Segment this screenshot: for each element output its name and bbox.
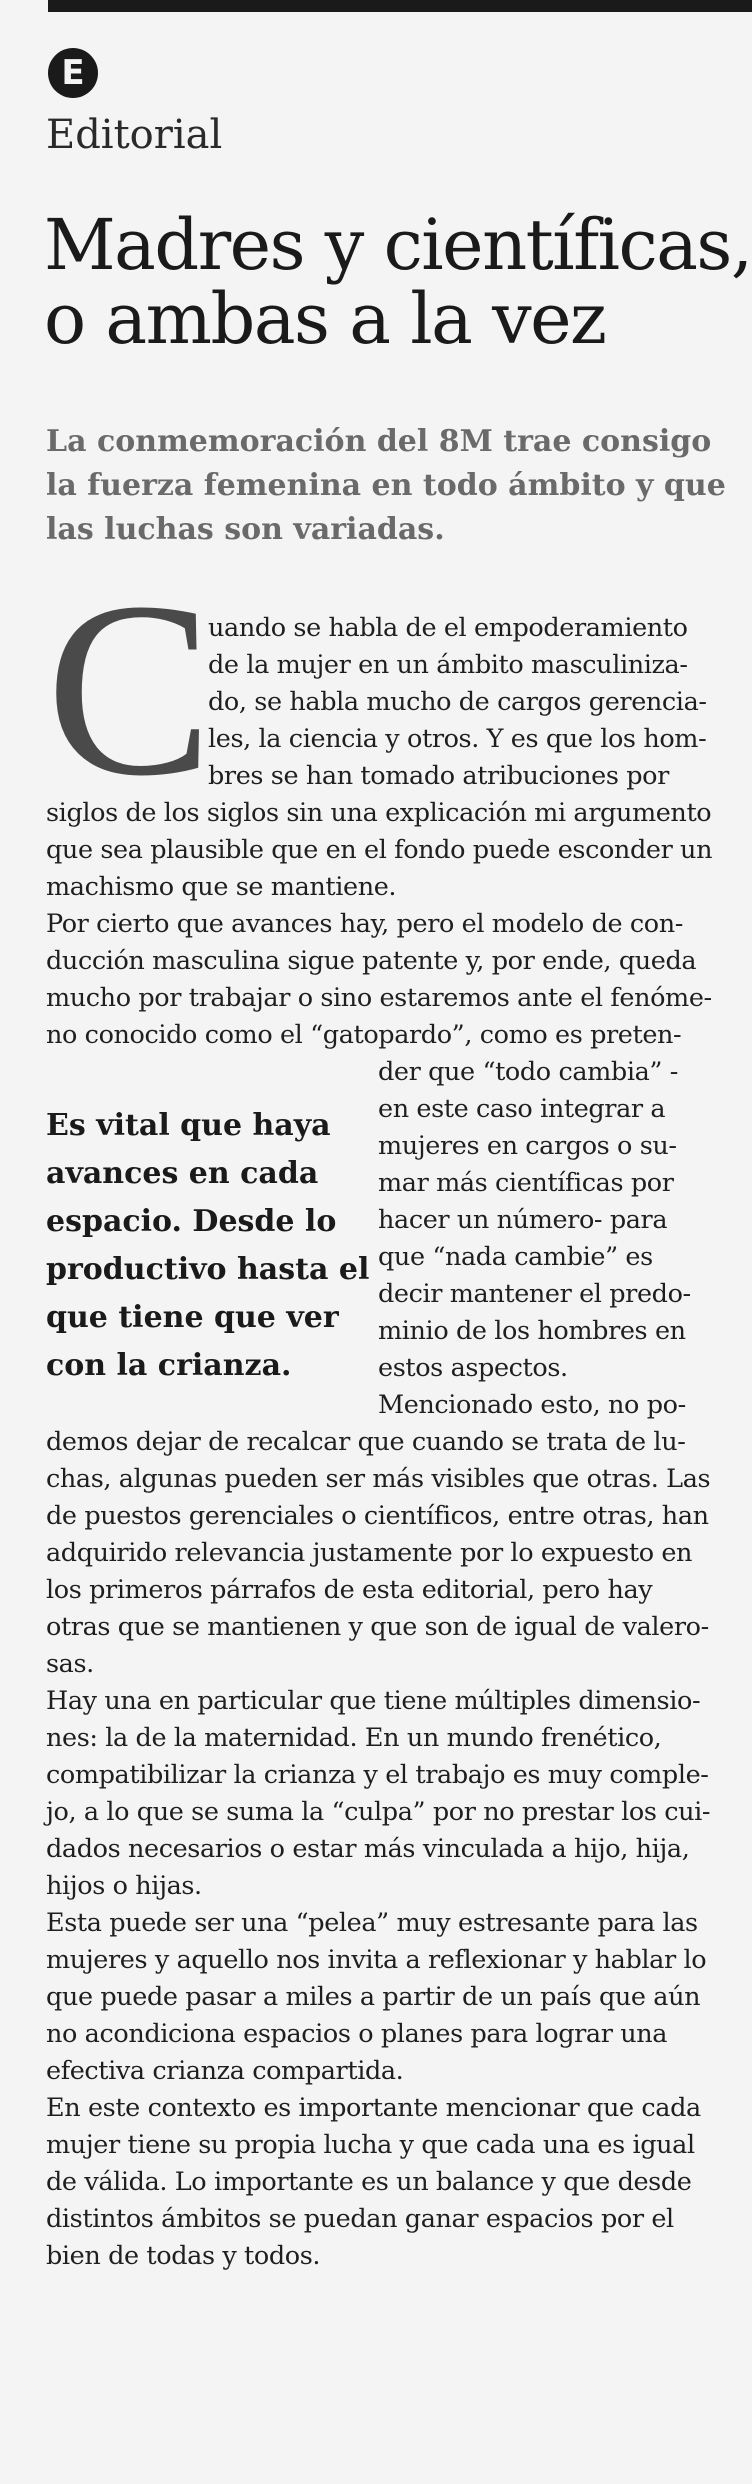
body-line: no acondiciona espacios o planes para lograr una bbox=[46, 2019, 668, 2049]
section-label: Editorial bbox=[46, 112, 223, 158]
body-line: de válida. Lo importante es un balance y que desde bbox=[46, 2167, 692, 2197]
body-line: jo, a lo que se suma la “culpa” por no prestar los cui- bbox=[46, 1797, 711, 1827]
body-line: efectiva crianza compartida. bbox=[46, 2056, 404, 2086]
paragraph-6 bbox=[46, 2090, 740, 2275]
body-line: no conocido como el “gatopardo”, como es preten- bbox=[46, 1020, 682, 1050]
body-line: mujeres en cargos o su- bbox=[378, 1131, 677, 1161]
paragraph-2-column bbox=[378, 1054, 738, 1424]
body-line: der que “todo cambia” - bbox=[378, 1057, 678, 1087]
body-line: mucho por trabajar o sino estaremos ante el fenóme- bbox=[46, 983, 712, 1013]
body-line: bres se han tomado atribuciones por bbox=[208, 761, 669, 791]
body-line: demos dejar de recalcar que cuando se trata de lu- bbox=[46, 1427, 686, 1457]
body-line: los primeros párrafos de esta editorial, pero hay bbox=[46, 1575, 653, 1605]
body-line: de la mujer en un ámbito masculiniza- bbox=[208, 650, 688, 680]
pull-quote-line: que tiene que ver bbox=[46, 1300, 339, 1335]
body-line: mujer tiene su propia lucha y que cada una es igual bbox=[46, 2130, 695, 2160]
pull-quote-line: con la crianza. bbox=[46, 1348, 292, 1383]
body-line: les, la ciencia y otros. Y es que los hom- bbox=[208, 724, 707, 754]
body-line: dados necesarios o estar más vinculada a hijo, hija, bbox=[46, 1834, 690, 1864]
paragraph-2 bbox=[46, 906, 740, 1054]
body-line: En este contexto es importante mencionar que cada bbox=[46, 2093, 701, 2123]
body-line: decir mantener el predo- bbox=[378, 1279, 691, 1309]
drop-cap: C bbox=[46, 551, 213, 828]
body-line: ducción masculina sigue patente y, por ende, queda bbox=[46, 946, 697, 976]
paragraph-5 bbox=[46, 1905, 740, 2090]
body-line: adquirido relevancia justamente por lo expuesto en bbox=[46, 1538, 693, 1568]
paragraph-1-continued bbox=[46, 795, 740, 906]
headline bbox=[44, 204, 752, 360]
body-line: hacer un número- para bbox=[378, 1205, 668, 1235]
body-line: Por cierto que avances hay, pero el modelo de con- bbox=[46, 909, 683, 939]
headline-line: o ambas a la vez bbox=[44, 278, 606, 360]
body-line: hijos o hijas. bbox=[46, 1871, 202, 1901]
subtitle-line: las luchas son variadas. bbox=[46, 512, 445, 547]
body-line: en este caso integrar a bbox=[378, 1094, 666, 1124]
subtitle-line: la fuerza femenina en todo ámbito y que bbox=[46, 468, 726, 503]
body-line: de puestos gerenciales o científicos, entre otras, han bbox=[46, 1501, 709, 1531]
pull-quote-line: Es vital que haya bbox=[46, 1108, 331, 1143]
subtitle-line: La conmemoración del 8M trae consigo bbox=[46, 424, 712, 459]
paragraph-4 bbox=[46, 1683, 740, 1905]
pull-quote-line: espacio. Desde lo bbox=[46, 1204, 337, 1239]
body-line: Hay una en particular que tiene múltiples dimensio- bbox=[46, 1686, 701, 1716]
body-line: uando se habla de el empoderamiento bbox=[208, 613, 688, 643]
subtitle bbox=[46, 420, 736, 552]
body-line: bien de todas y todos. bbox=[46, 2241, 321, 2271]
body-line: machismo que se mantiene. bbox=[46, 872, 397, 902]
body-line: do, se habla mucho de cargos gerencia- bbox=[208, 687, 707, 717]
body-line: que puede pasar a miles a partir de un país que aún bbox=[46, 1982, 701, 2012]
intro-paragraph bbox=[208, 610, 738, 795]
editorial-e-icon: E bbox=[48, 48, 98, 98]
body-line: estos aspectos. bbox=[378, 1353, 568, 1383]
pull-quote-line: productivo hasta el bbox=[46, 1252, 370, 1287]
body-line: mar más científicas por bbox=[378, 1168, 674, 1198]
paragraph-3-continued bbox=[46, 1424, 740, 1683]
body-line: nes: la de la maternidad. En un mundo frenético, bbox=[46, 1723, 662, 1753]
body-line: que “nada cambie” es bbox=[378, 1242, 653, 1272]
body-line: otras que se mantienen y que son de igual de valero- bbox=[46, 1612, 709, 1642]
top-rule bbox=[48, 0, 752, 12]
pull-quote-line: avances en cada bbox=[46, 1156, 319, 1191]
body-line: Esta puede ser una “pelea” muy estresante para las bbox=[46, 1908, 698, 1938]
body-line: que sea plausible que en el fondo puede esconder un bbox=[46, 835, 713, 865]
body-line: mujeres y aquello nos invita a reflexionar y hablar lo bbox=[46, 1945, 707, 1975]
body-line: siglos de los siglos sin una explicación mi argumento bbox=[46, 798, 712, 828]
headline-line: Madres y científicas, bbox=[44, 204, 752, 286]
body-line: chas, algunas pueden ser más visibles que otras. Las bbox=[46, 1464, 711, 1494]
pull-quote bbox=[46, 1102, 376, 1390]
body-line: sas. bbox=[46, 1649, 94, 1679]
body-line: compatibilizar la crianza y el trabajo es muy comple- bbox=[46, 1760, 709, 1790]
body-line: distintos ámbitos se puedan ganar espacios por el bbox=[46, 2204, 674, 2234]
body-line: minio de los hombres en bbox=[378, 1316, 686, 1346]
body-line: Mencionado esto, no po- bbox=[378, 1390, 686, 1420]
